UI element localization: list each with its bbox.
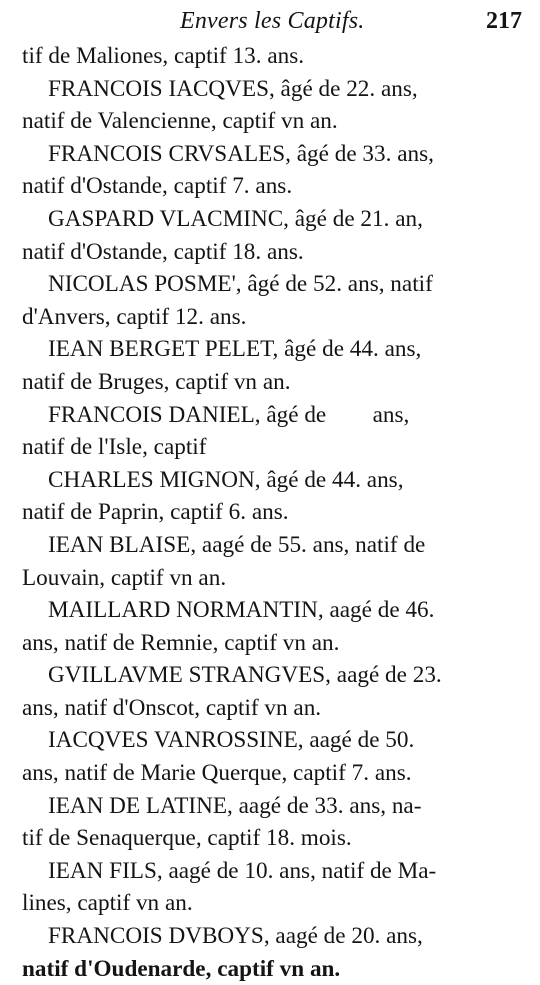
text-line: CHARLES MIGNON, âgé de 44. ans, [48,466,404,493]
text-line: natif d'Ostande, captif 18. ans. [22,238,304,265]
text-line: IEAN BLAISE, aagé de 55. ans, natif de [48,531,426,558]
text-line: tif de Senaquerque, captif 18. mois. [22,825,352,852]
text-line: FRANCOIS CRVSALES, âgé de 33. ans, [48,140,434,167]
text-line: IEAN DE LATINE, aagé de 33. ans, na- [48,792,422,819]
text-line: GASPARD VLACMINC, âgé de 21. an, [48,205,423,232]
text-line: natif de Paprin, captif 6. ans. [22,499,289,526]
text-line: natif d'Ostande, captif 7. ans. [22,173,293,200]
text-line: NICOLAS POSME', âgé de 52. ans, natif [48,271,433,298]
text-line: IACQVES VANROSSINE, aagé de 50. [48,727,415,754]
text-line: IEAN BERGET PELET, âgé de 44. ans, [48,336,422,363]
running-title: Envers les Captifs. [180,8,365,34]
page-number: 217 [486,8,522,34]
text-line: Louvain, captif vn an. [22,564,227,591]
page-header [0,6,540,36]
text-line: ans, natif d'Onscot, captif vn an. [22,694,322,721]
text-line: FRANCOIS IACQVES, âgé de 22. ans, [48,75,418,102]
text-line: natif de Bruges, captif vn an. [22,368,291,395]
text-line: tif de Maliones, captif 13. ans. [22,43,305,69]
text-line: ans, natif de Remnie, captif vn an. [22,629,340,656]
text-line: natif de l'Isle, captif [22,434,207,461]
text-line: natif d'Oudenarde, captif vn an. [22,955,341,982]
text-line: MAILLARD NORMANTIN, aagé de 46. [48,597,435,624]
captive-list [22,40,522,985]
text-line: natif de Valencienne, captif vn an. [22,108,338,135]
text-line: FRANCOIS DANIEL, âgé de ans, [48,401,410,428]
text-line: GVILLAVME STRANGVES, aagé de 23. [48,662,442,689]
text-line: IEAN FILS, aagé de 10. ans, natif de Ma- [48,857,437,884]
text-line: lines, captif vn an. [22,890,193,917]
text-line: ans, natif de Marie Querque, captif 7. ans. [22,760,412,787]
text-line: d'Anvers, captif 12. ans. [22,303,247,330]
text-line: FRANCOIS DVBOYS, aagé de 20. ans, [48,923,423,950]
